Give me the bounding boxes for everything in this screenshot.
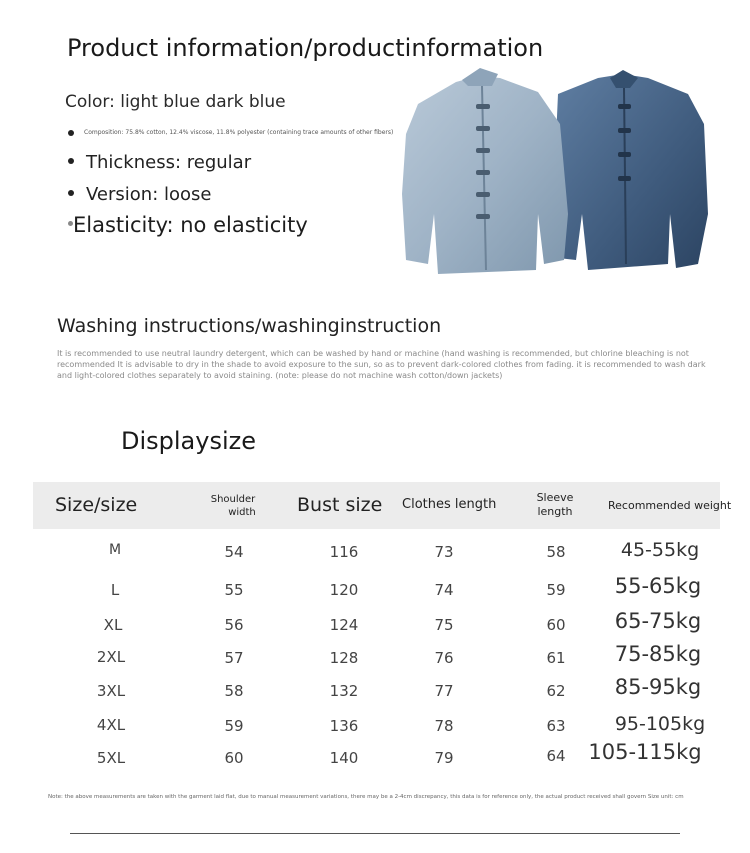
size-table-header (33, 482, 732, 529)
cell-length: 79 (434, 749, 454, 767)
bottom-divider (70, 833, 680, 834)
cell-size: 3XL (96, 682, 126, 700)
bullet-dot-icon (68, 190, 74, 196)
cell-sleeve: 63 (546, 717, 566, 735)
header-shoulder (203, 493, 263, 519)
header-shoulder-line2: width (228, 507, 256, 518)
header-weight: Recommended weight (608, 499, 732, 512)
header-shoulder-line1: Shoulder (210, 494, 256, 505)
cell-length: 75 (434, 616, 454, 634)
header-bust: Bust size (297, 494, 383, 516)
product-photo (398, 64, 710, 278)
header-length: Clothes length (402, 497, 497, 512)
header-sleeve-line2: length (537, 505, 573, 518)
cell-shoulder: 56 (224, 616, 244, 634)
cell-shoulder: 58 (224, 682, 244, 700)
cell-sleeve: 59 (546, 581, 566, 599)
cell-length: 73 (434, 543, 454, 561)
cell-shoulder: 57 (224, 649, 244, 667)
cell-shoulder: 60 (224, 749, 244, 767)
cell-size: 4XL (96, 716, 126, 734)
header-size: Size/size (55, 494, 138, 516)
composition-text: Composition: 75.8% cotton, 12.4% viscose, 11.8% polyester (containing trace amounts of other fibers) (84, 129, 394, 136)
thickness-spec (68, 152, 251, 173)
cell-weight: 95-105kg (614, 713, 706, 735)
cell-length: 76 (434, 649, 454, 667)
cell-bust: 132 (329, 682, 359, 700)
washing-title: Washing instructions/washinginstruction (57, 315, 442, 337)
cell-length: 74 (434, 581, 454, 599)
cell-bust: 120 (329, 581, 359, 599)
dark-blue-jacket (554, 70, 708, 270)
measurement-note: Note: the above measurements are taken with the garment laid flat, due to manual measurement variations, there may be a 2-4cm discrepancy, this data is for reference only, the actual product received shall govern Size unit: cm (48, 794, 684, 800)
elasticity-spec (68, 213, 308, 237)
header-sleeve (531, 491, 579, 519)
cell-size: L (110, 581, 120, 599)
cell-weight: 55-65kg (614, 574, 702, 598)
cell-sleeve: 64 (546, 747, 566, 765)
cell-weight: 65-75kg (614, 609, 702, 633)
washing-text: It is recommended to use neutral laundry detergent, which can be washed by hand or machine (hand washing is recommended, but chlorine bleaching is not recommended It is advisable to dry in the shade to avoid exposure to the sun, so as to prevent dark-colored clothes from fading. it is recommended to wash dark and light-colored clothes separately to avoid staining. (note: please do not machine wash cotton/down jackets) (57, 349, 706, 380)
bullet-dot-icon (68, 158, 74, 164)
display-size-title: Displaysize (121, 427, 256, 455)
cell-bust: 124 (329, 616, 359, 634)
thickness-text: Thickness: regular (86, 152, 252, 173)
cell-sleeve: 62 (546, 682, 566, 700)
bullet-dot-icon (68, 221, 73, 226)
cell-weight: 85-95kg (614, 675, 702, 699)
cell-bust: 136 (329, 717, 359, 735)
cell-weight: 105-115kg (588, 740, 702, 764)
cell-sleeve: 58 (546, 543, 566, 561)
cell-bust: 116 (329, 543, 359, 561)
cell-weight: 75-85kg (614, 642, 702, 666)
cell-length: 78 (434, 717, 454, 735)
version-text: Version: loose (86, 184, 212, 205)
light-blue-jacket (402, 68, 568, 274)
bullet-dot-icon (68, 130, 74, 136)
cell-bust: 128 (329, 649, 359, 667)
header-sleeve-line1: Sleeve (536, 491, 574, 504)
cell-shoulder: 55 (224, 581, 244, 599)
cell-shoulder: 59 (224, 717, 244, 735)
cell-size: 5XL (96, 749, 126, 767)
version-spec (68, 184, 211, 205)
cell-size: 2XL (96, 648, 126, 666)
product-info-title: Product information/productinformation (67, 34, 544, 62)
color-spec: Color: light blue dark blue (65, 92, 286, 112)
cell-sleeve: 61 (546, 649, 566, 667)
cell-sleeve: 60 (546, 616, 566, 634)
cell-shoulder: 54 (224, 543, 244, 561)
cell-size: XL (103, 616, 123, 634)
cell-weight: 45-55kg (620, 539, 700, 561)
cell-size: M (108, 542, 122, 558)
elasticity-text: Elasticity: no elasticity (73, 213, 308, 237)
cell-length: 77 (434, 682, 454, 700)
composition-spec (68, 129, 393, 136)
cell-bust: 140 (329, 749, 359, 767)
